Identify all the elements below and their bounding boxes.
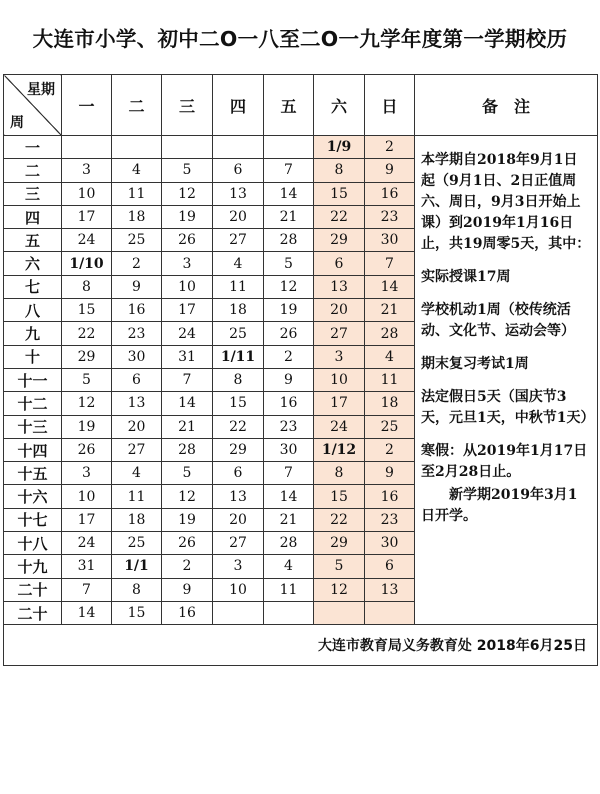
date-cell: 24 — [314, 415, 365, 438]
date-cell: 7 — [62, 578, 112, 601]
date-cell: 17 — [314, 392, 365, 415]
date-cell — [264, 601, 314, 624]
date-cell: 14 — [365, 275, 415, 298]
date-cell: 16 — [264, 392, 314, 415]
date-cell: 13 — [365, 578, 415, 601]
date-cell: 28 — [264, 532, 314, 555]
date-cell: 25 — [213, 322, 264, 345]
note-teaching: 实际授课17周 — [421, 269, 511, 285]
date-cell: 29 — [62, 345, 112, 368]
date-cell: 1/10 — [62, 252, 112, 275]
date-cell — [314, 601, 365, 624]
date-cell: 5 — [314, 555, 365, 578]
weekday-axis-label: 星期 — [27, 82, 55, 98]
date-cell: 11 — [365, 368, 415, 391]
date-cell: 29 — [213, 438, 264, 461]
day-header: 一 — [62, 75, 112, 136]
date-cell: 4 — [264, 555, 314, 578]
date-cell: 1/12 — [314, 438, 365, 461]
date-cell: 11 — [213, 275, 264, 298]
date-cell: 26 — [62, 438, 112, 461]
day-header-sunday: 日 — [365, 75, 415, 136]
date-cell: 21 — [365, 299, 415, 322]
date-cell: 18 — [112, 205, 162, 228]
note-holidays: 法定假日5天（国庆节3天，元旦1天，中秋节1天） — [421, 389, 595, 426]
week-number: 二十 — [4, 578, 62, 601]
week-number: 十四 — [4, 438, 62, 461]
date-cell: 5 — [62, 368, 112, 391]
date-cell: 16 — [365, 485, 415, 508]
week-number: 一 — [4, 136, 62, 159]
date-cell: 30 — [365, 229, 415, 252]
date-cell: 15 — [112, 601, 162, 624]
date-cell: 3 — [62, 159, 112, 182]
week-axis-label: 周 — [10, 115, 24, 131]
date-cell: 17 — [62, 508, 112, 531]
date-cell: 23 — [264, 415, 314, 438]
week-number: 七 — [4, 275, 62, 298]
date-cell: 13 — [314, 275, 365, 298]
date-cell: 6 — [112, 368, 162, 391]
date-cell: 12 — [62, 392, 112, 415]
date-cell: 24 — [162, 322, 213, 345]
date-cell — [213, 136, 264, 159]
date-cell: 29 — [314, 532, 365, 555]
week-number: 十 — [4, 345, 62, 368]
date-cell: 30 — [112, 345, 162, 368]
date-cell: 16 — [112, 299, 162, 322]
date-cell: 14 — [162, 392, 213, 415]
date-cell: 25 — [112, 532, 162, 555]
date-cell: 3 — [62, 462, 112, 485]
date-cell: 19 — [264, 299, 314, 322]
date-cell: 3 — [314, 345, 365, 368]
date-cell: 20 — [314, 299, 365, 322]
week-number: 十二 — [4, 392, 62, 415]
date-cell: 27 — [213, 532, 264, 555]
week-number: 十三 — [4, 415, 62, 438]
date-cell: 15 — [213, 392, 264, 415]
date-cell: 23 — [112, 322, 162, 345]
date-cell: 9 — [264, 368, 314, 391]
date-cell: 14 — [264, 485, 314, 508]
date-cell: 15 — [62, 299, 112, 322]
date-cell: 6 — [213, 462, 264, 485]
date-cell: 20 — [112, 415, 162, 438]
week-number: 六 — [4, 252, 62, 275]
date-cell: 31 — [162, 345, 213, 368]
date-cell: 7 — [365, 252, 415, 275]
date-cell: 8 — [62, 275, 112, 298]
date-cell: 10 — [62, 182, 112, 205]
date-cell: 25 — [112, 229, 162, 252]
date-cell: 18 — [112, 508, 162, 531]
date-cell: 22 — [62, 322, 112, 345]
date-cell: 11 — [112, 182, 162, 205]
date-cell: 25 — [365, 415, 415, 438]
date-cell: 4 — [112, 462, 162, 485]
date-cell: 28 — [365, 322, 415, 345]
date-cell: 26 — [264, 322, 314, 345]
note-period: 本学期自2018年9月1日起（9月1日、2日正值周六、周日，9月3日开始上课）到2019年1月16日止，共19周零5天，其中： — [421, 152, 591, 252]
date-cell: 2 — [112, 252, 162, 275]
date-cell: 21 — [162, 415, 213, 438]
date-cell: 9 — [365, 159, 415, 182]
date-cell: 24 — [62, 229, 112, 252]
date-cell: 9 — [162, 578, 213, 601]
date-cell: 24 — [62, 532, 112, 555]
date-cell: 16 — [162, 601, 213, 624]
date-cell: 31 — [62, 555, 112, 578]
date-cell: 11 — [264, 578, 314, 601]
week-number: 二十 — [4, 601, 62, 624]
date-cell: 4 — [213, 252, 264, 275]
issuer-footer: 大连市教育局义务教育处 2018年6月25日 — [4, 625, 598, 666]
week-number: 十八 — [4, 532, 62, 555]
date-cell: 28 — [162, 438, 213, 461]
date-cell: 8 — [213, 368, 264, 391]
date-cell: 8 — [112, 578, 162, 601]
date-cell: 27 — [112, 438, 162, 461]
date-cell: 8 — [314, 462, 365, 485]
date-cell: 10 — [62, 485, 112, 508]
week-number: 十九 — [4, 555, 62, 578]
date-cell — [112, 136, 162, 159]
date-cell: 18 — [365, 392, 415, 415]
date-cell — [162, 136, 213, 159]
date-cell: 12 — [314, 578, 365, 601]
date-cell: 17 — [162, 299, 213, 322]
date-cell: 19 — [62, 415, 112, 438]
date-cell: 2 — [162, 555, 213, 578]
date-cell — [213, 601, 264, 624]
date-cell: 16 — [365, 182, 415, 205]
date-cell: 13 — [112, 392, 162, 415]
date-cell: 9 — [112, 275, 162, 298]
note-flexible: 学校机动1周（校传统活动、文化节、运动会等） — [421, 302, 575, 339]
date-cell: 13 — [213, 485, 264, 508]
day-header: 三 — [162, 75, 213, 136]
date-cell: 10 — [162, 275, 213, 298]
date-cell: 18 — [213, 299, 264, 322]
date-cell: 9 — [365, 462, 415, 485]
notes-header: 备 注 — [415, 75, 598, 136]
date-cell: 6 — [213, 159, 264, 182]
week-number: 十七 — [4, 508, 62, 531]
week-row — [4, 136, 598, 159]
date-cell: 17 — [62, 205, 112, 228]
note-winter: 寒假：从2019年1月17日至2月28日止。 — [421, 443, 588, 480]
date-cell: 30 — [365, 532, 415, 555]
week-number: 五 — [4, 229, 62, 252]
page-title: 大连市小学、初中二O一八至二O一九学年度第一学期校历 — [32, 27, 568, 51]
date-cell: 2 — [365, 136, 415, 159]
date-cell: 30 — [264, 438, 314, 461]
date-cell: 20 — [213, 205, 264, 228]
week-number: 九 — [4, 322, 62, 345]
date-cell: 28 — [264, 229, 314, 252]
date-cell: 3 — [162, 252, 213, 275]
date-cell: 23 — [365, 508, 415, 531]
date-cell: 1/9 — [314, 136, 365, 159]
date-cell: 7 — [264, 462, 314, 485]
week-number: 四 — [4, 205, 62, 228]
date-cell: 22 — [314, 205, 365, 228]
date-cell: 26 — [162, 532, 213, 555]
date-cell: 8 — [314, 159, 365, 182]
date-cell: 19 — [162, 508, 213, 531]
date-cell — [264, 136, 314, 159]
date-cell: 20 — [213, 508, 264, 531]
date-cell: 21 — [264, 205, 314, 228]
date-cell: 1/1 — [112, 555, 162, 578]
week-number: 三 — [4, 182, 62, 205]
date-cell: 22 — [213, 415, 264, 438]
date-cell: 27 — [213, 229, 264, 252]
week-number: 十一 — [4, 368, 62, 391]
date-cell: 7 — [162, 368, 213, 391]
date-cell — [365, 601, 415, 624]
date-cell: 2 — [264, 345, 314, 368]
date-cell: 11 — [112, 485, 162, 508]
week-number: 八 — [4, 299, 62, 322]
date-cell — [62, 136, 112, 159]
date-cell: 12 — [162, 182, 213, 205]
date-cell: 21 — [264, 508, 314, 531]
day-header: 二 — [112, 75, 162, 136]
date-cell: 6 — [365, 555, 415, 578]
day-header: 五 — [264, 75, 314, 136]
date-cell: 10 — [213, 578, 264, 601]
date-cell: 2 — [365, 438, 415, 461]
date-cell: 27 — [314, 322, 365, 345]
date-cell: 19 — [162, 205, 213, 228]
date-cell: 13 — [213, 182, 264, 205]
date-cell: 23 — [365, 205, 415, 228]
header-row — [4, 75, 598, 136]
date-cell: 1/11 — [213, 345, 264, 368]
week-number: 十五 — [4, 462, 62, 485]
week-number: 二 — [4, 159, 62, 182]
date-cell: 14 — [264, 182, 314, 205]
day-header: 四 — [213, 75, 264, 136]
school-calendar-table — [3, 74, 598, 666]
date-cell: 15 — [314, 485, 365, 508]
date-cell: 22 — [314, 508, 365, 531]
date-cell: 14 — [62, 601, 112, 624]
note-next: 新学期2019年3月1日开学。 — [421, 487, 578, 524]
date-cell: 5 — [162, 462, 213, 485]
date-cell: 12 — [264, 275, 314, 298]
date-cell: 4 — [365, 345, 415, 368]
date-cell: 5 — [264, 252, 314, 275]
notes-cell — [415, 136, 598, 625]
date-cell: 12 — [162, 485, 213, 508]
date-cell: 7 — [264, 159, 314, 182]
date-cell: 10 — [314, 368, 365, 391]
date-cell: 6 — [314, 252, 365, 275]
date-cell: 29 — [314, 229, 365, 252]
date-cell: 5 — [162, 159, 213, 182]
date-cell: 15 — [314, 182, 365, 205]
corner-header — [4, 75, 62, 136]
date-cell: 4 — [112, 159, 162, 182]
date-cell: 26 — [162, 229, 213, 252]
note-exam: 期末复习考试1周 — [421, 356, 529, 372]
week-number: 十六 — [4, 485, 62, 508]
day-header-saturday: 六 — [314, 75, 365, 136]
date-cell: 3 — [213, 555, 264, 578]
